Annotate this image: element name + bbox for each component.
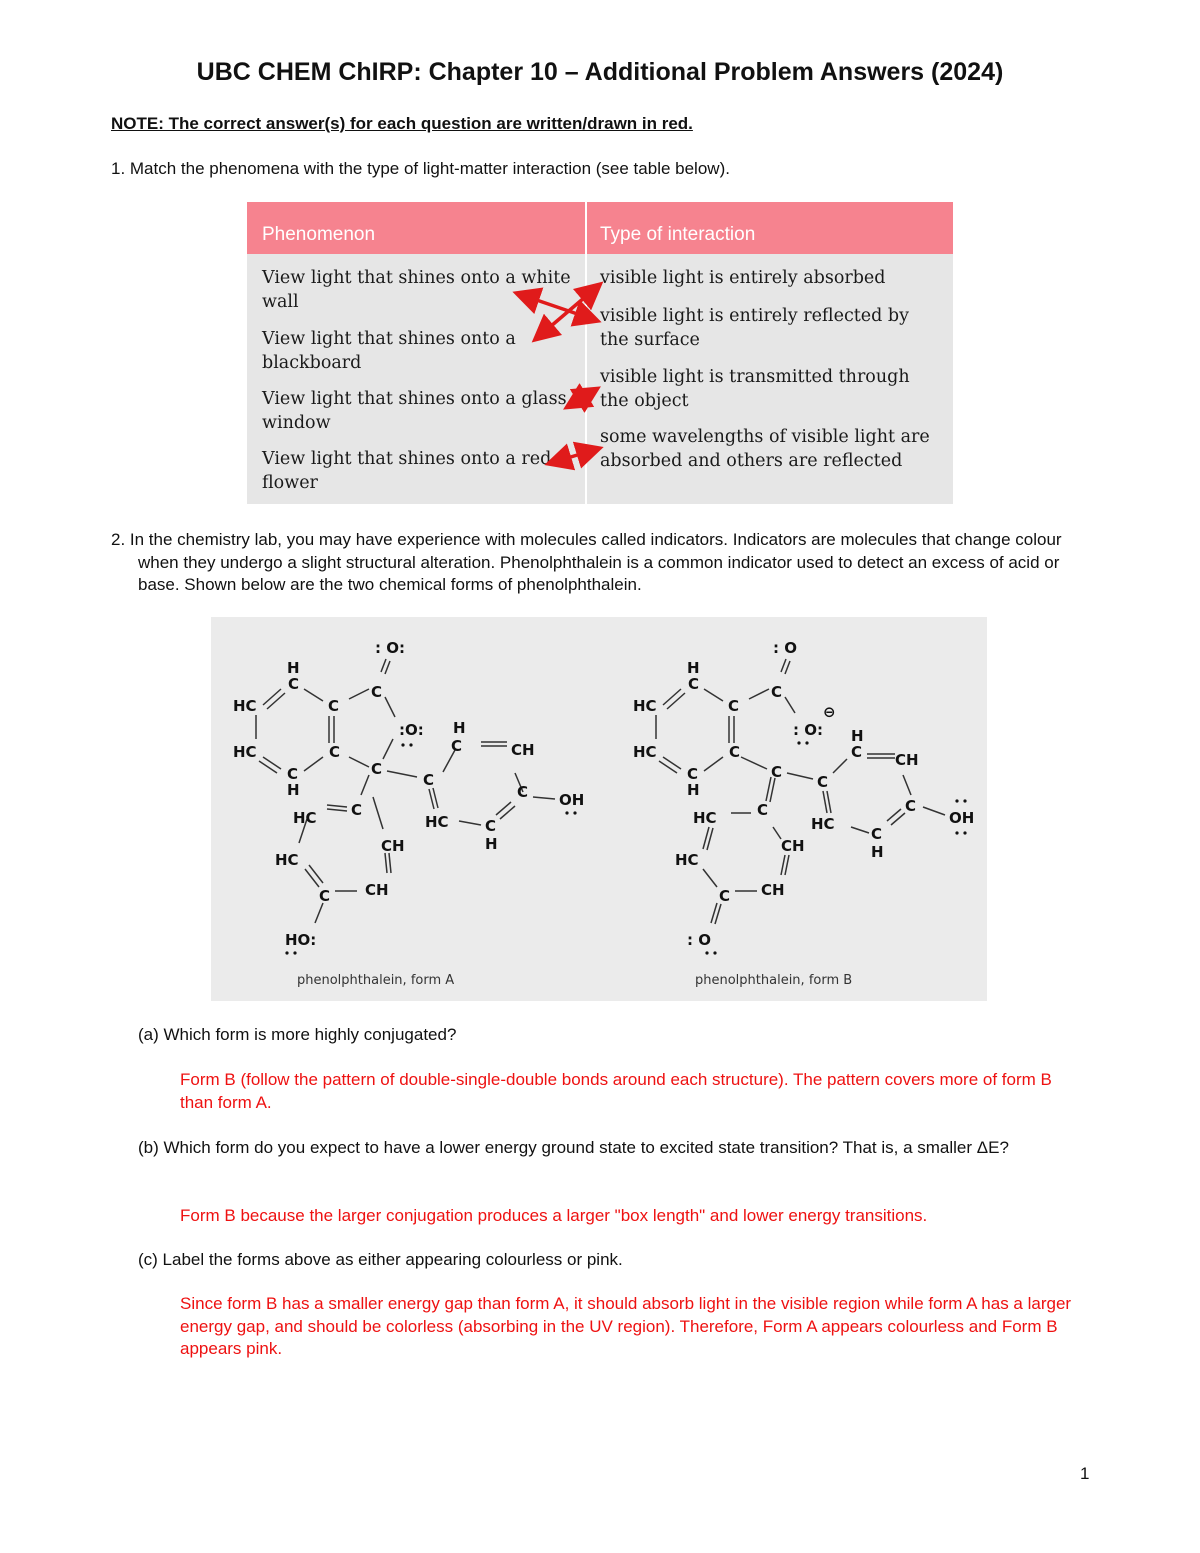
svg-text:CH: CH bbox=[895, 751, 919, 769]
svg-text:C: C bbox=[371, 760, 383, 778]
svg-text:CH: CH bbox=[781, 837, 805, 855]
svg-text:H: H bbox=[851, 727, 864, 745]
svg-text:C: C bbox=[728, 697, 740, 715]
svg-text:C: C bbox=[905, 797, 917, 815]
svg-text:C: C bbox=[871, 825, 883, 843]
svg-text:H: H bbox=[287, 659, 300, 677]
interaction-line: visible light is entirely reflected by bbox=[600, 306, 910, 326]
svg-text:: O:: : O: bbox=[375, 639, 405, 657]
note-text: NOTE: The correct answer(s) for each question are written/drawn in red. bbox=[111, 114, 693, 133]
svg-text:: O: : O bbox=[773, 639, 797, 657]
svg-text:HC: HC bbox=[233, 697, 257, 715]
svg-text:CH: CH bbox=[761, 881, 785, 899]
match-arrows bbox=[247, 202, 953, 504]
interaction-table bbox=[247, 202, 953, 504]
svg-text:C: C bbox=[851, 743, 863, 761]
svg-text:C: C bbox=[351, 801, 363, 819]
match-arrow-flower-partial bbox=[551, 449, 597, 463]
svg-text:C: C bbox=[423, 771, 435, 789]
svg-text:C: C bbox=[757, 801, 769, 819]
question-2b: (b) Which form do you expect to have a lower energy ground state to excited state transition? That is, a smaller ΔE? bbox=[138, 1138, 1009, 1157]
svg-text:C: C bbox=[288, 675, 300, 693]
svg-text:: O:: : O: bbox=[793, 721, 823, 739]
interaction-line: visible light is entirely absorbed bbox=[600, 268, 886, 288]
phenolphthalein-figure bbox=[211, 617, 987, 1001]
phenomenon-line: View light that shines onto a bbox=[262, 329, 516, 349]
interaction-line: the object bbox=[600, 390, 689, 411]
svg-text:OH: OH bbox=[949, 809, 975, 827]
question-2c: (c) Label the forms above as either appearing colourless or pink. bbox=[138, 1250, 623, 1269]
svg-text:C: C bbox=[517, 783, 529, 801]
page-title: UBC CHEM ChIRP: Chapter 10 – Additional Problem Answers (2024) bbox=[196, 58, 1004, 86]
svg-text:HC: HC bbox=[275, 851, 299, 869]
svg-text:H: H bbox=[871, 843, 884, 861]
svg-text:H: H bbox=[453, 719, 466, 737]
phenomenon-line: wall bbox=[262, 291, 299, 312]
svg-text:CH: CH bbox=[511, 741, 535, 759]
svg-text:CH: CH bbox=[365, 881, 389, 899]
interaction-line: the surface bbox=[600, 329, 700, 350]
svg-text:C: C bbox=[817, 773, 829, 791]
svg-text:C: C bbox=[688, 675, 700, 693]
header-interaction: Type of interaction bbox=[600, 224, 756, 245]
svg-text:HC: HC bbox=[633, 743, 657, 761]
svg-text:HC: HC bbox=[425, 813, 449, 831]
svg-text:H: H bbox=[287, 781, 300, 799]
svg-text:C: C bbox=[287, 765, 299, 783]
svg-text:C: C bbox=[719, 887, 731, 905]
phenomenon-line: View light that shines onto a white bbox=[262, 268, 571, 288]
question-2a: (a) Which form is more highly conjugated? bbox=[138, 1025, 457, 1044]
svg-text:C: C bbox=[371, 683, 383, 701]
phenomenon-line: flower bbox=[262, 472, 318, 493]
svg-text:CH: CH bbox=[381, 837, 405, 855]
svg-text:HC: HC bbox=[293, 809, 317, 827]
interaction-line: absorbed and others are reflected bbox=[600, 450, 903, 471]
phenomenon-line: View light that shines onto a glass bbox=[262, 389, 567, 409]
question-2: 2. In the chemistry lab, you may have experience with molecules called indicators. Indicators are molecules that change colour when they undergo a slight structural alteration. Phenolphthalein is a common indicator used to detect an excess of acid or base. Shown below are the two chemical forms of phenolphthalein. bbox=[111, 530, 1062, 594]
answer-2b: Form B because the larger conjugation produces a larger "box length" and lower energy transitions. bbox=[180, 1206, 928, 1225]
svg-text:H: H bbox=[687, 659, 700, 677]
svg-text:C: C bbox=[319, 887, 331, 905]
svg-text:C: C bbox=[451, 737, 463, 755]
svg-text:HC: HC bbox=[693, 809, 717, 827]
svg-text:C: C bbox=[729, 743, 741, 761]
svg-text:H: H bbox=[687, 781, 700, 799]
svg-text:HC: HC bbox=[811, 815, 835, 833]
answer-2c: Since form B has a smaller energy gap than form A, it should absorb light in the visible region while form A has a larger energy gap, and should be colorless (absorbing in the UV region). Therefore, Form A appears colourless and Form B appears pink. bbox=[180, 1294, 1072, 1358]
svg-text:C: C bbox=[771, 683, 783, 701]
interaction-line: visible light is transmitted through bbox=[600, 367, 910, 387]
svg-text:C: C bbox=[328, 697, 340, 715]
phenomenon-line: window bbox=[262, 412, 331, 433]
phenomenon-line: blackboard bbox=[262, 352, 362, 373]
phenomenon-line: View light that shines onto a red bbox=[262, 449, 552, 469]
interaction-line: some wavelengths of visible light are bbox=[600, 427, 930, 447]
page-number: 1 bbox=[1080, 1464, 1090, 1483]
svg-text:HC: HC bbox=[675, 851, 699, 869]
svg-text:: O: : O bbox=[687, 931, 711, 949]
svg-text:HO:: HO: bbox=[285, 931, 317, 949]
chemical-structures bbox=[211, 617, 987, 1001]
svg-text:HC: HC bbox=[233, 743, 257, 761]
caption-form-b: phenolphthalein, form B bbox=[695, 973, 853, 988]
svg-text::O:: :O: bbox=[399, 721, 424, 739]
svg-text:C: C bbox=[485, 817, 497, 835]
svg-text:OH: OH bbox=[559, 791, 585, 809]
header-phenomenon: Phenomenon bbox=[262, 224, 376, 245]
svg-text:⊖: ⊖ bbox=[823, 703, 836, 721]
match-arrow-glass-transmitted bbox=[569, 390, 595, 406]
answer-2a: Form B (follow the pattern of double-single-double bonds around each structure). The pattern covers more of form B than form A. bbox=[180, 1070, 1052, 1112]
caption-form-a: phenolphthalein, form A bbox=[297, 973, 455, 988]
svg-text:C: C bbox=[687, 765, 699, 783]
svg-text:H: H bbox=[485, 835, 498, 853]
question-1: 1. Match the phenomena with the type of light-matter interaction (see table below). bbox=[111, 159, 730, 178]
svg-text:C: C bbox=[329, 743, 341, 761]
svg-text:HC: HC bbox=[633, 697, 657, 715]
svg-text:C: C bbox=[771, 763, 783, 781]
match-arrow-blackboard-absorbed bbox=[537, 286, 598, 338]
